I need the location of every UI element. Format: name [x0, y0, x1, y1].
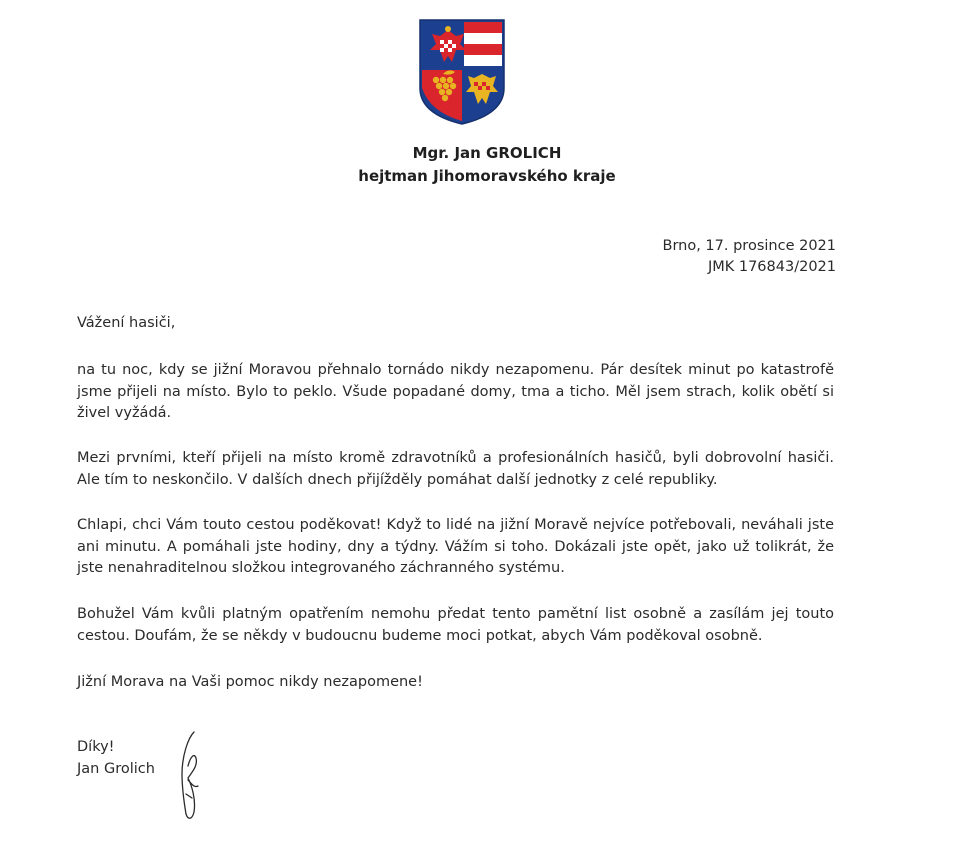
paragraph: Chlapi, chci Vám touto cestou poděkovat! Když to lidé na jižní Moravě nejvíce potřebovali, neváhali jste ani minutu. A pomáhali jste hodiny, dny a týdny. Vážím si toho. Dokázali jste opět, jako už tolikrát, že jste nenahraditelnou složkou integrovaného záchranného systému.	[77, 517, 834, 576]
reference-number: JMK 176843/2021	[707, 259, 836, 275]
salutation: Vážení hasiči,	[77, 315, 176, 331]
closing-thanks: Díky!	[77, 739, 115, 755]
signature-icon	[172, 728, 212, 823]
signer-name: Jan Grolich	[77, 761, 155, 777]
letter-date: Brno, 17. prosince 2021	[662, 238, 836, 254]
paragraph: na tu noc, kdy se jižní Moravou přehnalo tornádo nikdy nezapomenu. Pár desítek minut po katastrofě jsme přijeli na místo. Bylo to peklo. Všude popadané domy, tma a ticho. Měl jsem strach, kolik obětí si živel vyžádá.	[77, 362, 834, 421]
letterhead-name: Mgr. Jan GROLICH	[412, 144, 562, 162]
paragraph: Mezi prvními, kteří přijeli na místo kromě zdravotníků a profesionálních hasičů, byli dobrovolní hasiči. Ale tím to neskončilo. V dalších dnech přijížděly pomáhat další jednotky z celé republiky.	[77, 450, 834, 488]
paragraph: Jižní Morava na Vaši pomoc nikdy nezapomene!	[77, 674, 423, 690]
paragraph: Bohužel Vám kvůli platným opatřením nemohu předat tento pamětní list osobně a zasílám jej touto cestou. Doufám, že se někdy v budoucnu budeme moci potkat, abych Vám poděkoval osobně.	[77, 606, 834, 644]
coat-of-arms-icon	[418, 18, 506, 126]
letterhead-title: hejtman Jihomoravského kraje	[358, 167, 616, 185]
